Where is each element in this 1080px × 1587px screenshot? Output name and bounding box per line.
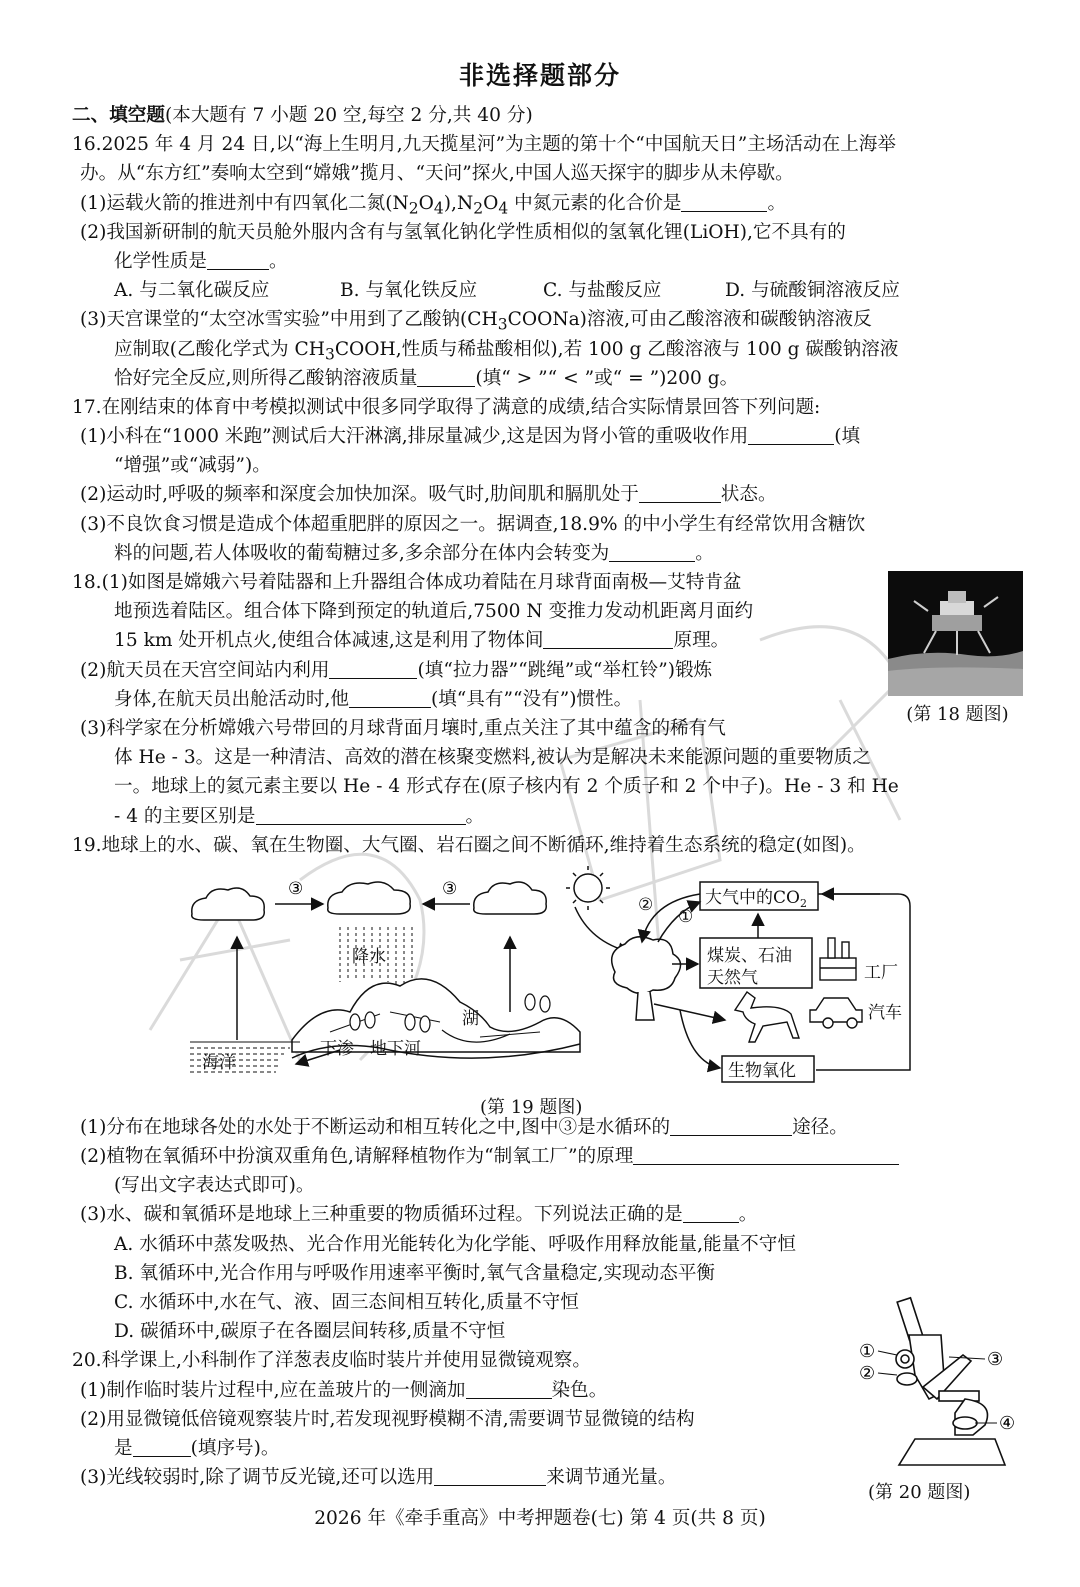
question-content [72, 101, 1032, 1492]
q18-part-3-cont2: 一。地球上的氦元素主要以 He - 4 形式存在(原子核内有 2 个质子和 2 个中子)。He - 3 和 He [114, 776, 899, 798]
q16-p2-text: 化学性质是 [114, 250, 207, 272]
subscript: 4 [433, 199, 444, 218]
marker-4: ④ [999, 1413, 1016, 1434]
q17-p1-text: (1)小科在“1000 米跑”测试后大汗淋漓,排尿量减少,这是因为肾小管的重吸收作用 [80, 426, 749, 448]
car-icon [810, 998, 862, 1028]
option-a[interactable]: A. 与二氧化碳反应 [114, 280, 270, 302]
option-d[interactable]: D. 与硫酸铜溶液反应 [725, 280, 900, 302]
q18-p3-end: 。 [465, 805, 485, 827]
q19-text: 地球上的水、碳、氧在生物圈、大气圈、岩石圈之间不断循环,维持着生态系统的稳定(如图)。 [101, 834, 866, 856]
label-river: 地下河 [370, 1039, 421, 1059]
q20-p1-text: (1)制作临时装片过程中,应在盖玻片的一侧滴加 [80, 1379, 466, 1401]
q18-p2-text-b: (填“拉力器”“跳绳”或“举杠铃”)锻炼 [417, 659, 713, 681]
page-title: 非选择题部分 [458, 61, 621, 90]
q18-part-3: (3)科学家在分析嫦娥六号带回的月球背面月壤时,重点关注了其中蕴含的稀有气 [80, 717, 726, 739]
q16-p1-text-c: ),N [443, 192, 474, 214]
q16-p3-text-e: 恰好完全反应,则所得乙酸钠溶液质量 [114, 367, 418, 389]
section-header [72, 101, 1032, 130]
answer-blank[interactable] [670, 1116, 792, 1136]
label-car: 汽车 [868, 1003, 902, 1023]
answer-blank[interactable] [256, 805, 466, 825]
label-co2: 大气中的CO [705, 888, 800, 908]
answer-blank[interactable] [329, 659, 417, 679]
q16-p1-text-d: O [483, 192, 499, 214]
q17-part-3-cont [72, 539, 1032, 568]
figure-19-caption: (第 19 题图) [480, 1097, 583, 1118]
answer-blank[interactable] [683, 1203, 739, 1223]
cloud-icon [474, 882, 547, 914]
q16-p1-text-a: (1)运载火箭的推进剂中有四氧化二氮(N [80, 192, 409, 214]
marker-3: ③ [442, 879, 458, 899]
subscript: 2 [473, 199, 484, 218]
q18-p1-end: 原理。 [673, 630, 730, 652]
q19-line-1 [72, 831, 1032, 860]
subscript: 2 [408, 199, 419, 218]
q16-p1-text-b: O [418, 192, 434, 214]
q19-p2-text: (2)植物在氧循环中扮演双重角色,请解释植物作为“制氧工厂”的原理 [80, 1146, 634, 1168]
q17-part-1 [72, 422, 1032, 451]
marker-3: ③ [288, 879, 304, 899]
q19-p3-end: 。 [738, 1204, 758, 1226]
label-fuel-1: 煤炭、石油 [707, 946, 792, 966]
q20-p1-end: 染色。 [551, 1379, 608, 1401]
q17-p3-text: 料的问题,若人体吸收的葡萄糖过多,多余部分在体内会转变为 [114, 542, 610, 564]
q19-part-2-cont: (写出文字表达式即可)。 [114, 1175, 315, 1197]
label-lake: 湖 [462, 1009, 479, 1029]
q16-options [72, 276, 1032, 305]
q19-part-3 [72, 1200, 1032, 1229]
q17-part-2 [72, 480, 1032, 509]
q19-p1-text: (1)分布在地球各处的水处于不断运动和相互转化之中,图中③是水循环的 [80, 1116, 671, 1138]
q17-part-1-cont: “增强”或“减弱”)。 [114, 455, 271, 477]
answer-blank[interactable] [543, 629, 673, 649]
q16-p3-text-d: COOH,性质与稀盐酸相似),若 100 g 乙酸溶液与 100 g 碳酸钠溶液 [334, 338, 899, 360]
q16-part-3-cont [72, 335, 1032, 364]
subscript: 3 [497, 316, 508, 335]
q17-text: 在刚结束的体育中考模拟测试中很多同学取得了满意的成绩,结合实际情景回答下列问题: [101, 396, 821, 418]
q19-number: 19. [72, 834, 102, 856]
q16-number: 16. [72, 134, 102, 156]
marker-3: ③ [987, 1349, 1004, 1370]
q20-number: 20. [72, 1350, 102, 1372]
option-a[interactable]: A. 水循环中蒸发吸热、光合作用光能转化为化学能、呼吸作用释放能量,能量不守恒 [114, 1233, 796, 1255]
marker-1: ① [678, 907, 694, 927]
q17-line-1 [72, 393, 1032, 422]
q18-p1-text: (1)如图是嫦娥六号着陆器和上升器组合体成功着陆在月球背面南极—艾特肯盆 [101, 572, 742, 593]
label-ocean: 海洋 [202, 1053, 236, 1073]
answer-blank[interactable] [639, 483, 721, 503]
q18-number: 18. [72, 572, 102, 593]
q16-part-3 [72, 305, 1032, 334]
q17-number: 17. [72, 396, 102, 418]
q16-part-1 [72, 189, 1032, 218]
factory-icon [820, 938, 856, 980]
answer-blank[interactable] [434, 1466, 546, 1486]
q20-text: 科学课上,小科制作了洋葱表皮临时装片并使用显微镜观察。 [101, 1350, 591, 1372]
answer-blank[interactable] [207, 250, 269, 270]
q19-p3-text: (3)水、碳和氧循环是地球上三种重要的物质循环过程。下列说法正确的是 [80, 1204, 683, 1226]
q20-p2-text: 是 [114, 1437, 133, 1459]
q16-text: 2025 年 4 月 24 日,以“海上生明月,九天揽星河”为主题的第十个“中国航天日”主场活动在上海举 [101, 134, 896, 156]
q16-p2-end: 。 [268, 250, 288, 272]
cloud-icon [192, 888, 265, 920]
q16-p3-text-c: 应制取(乙酸化学式为 CH [114, 338, 325, 360]
q18-p2-end: (填“具有”“没有”)惯性。 [430, 688, 633, 710]
q17-part-3: (3)不良饮食习惯是造成个体超重肥胖的原因之一。据调查,18.9% 的中小学生有经常饮用含糖饮 [80, 513, 866, 535]
section-name: 二、填空题 [72, 105, 165, 126]
q18-p2-text: (2)航天员在天宫空间站内利用 [80, 659, 330, 681]
q16-line-2: 办。从“东方红”奏响太空到“嫦娥”揽月、“天问”探火,中国人巡天探宇的脚步从未停歇。 [80, 163, 794, 185]
q17-p1-end: (填 [834, 426, 861, 448]
q18-part-1-cont: 地预选着陆区。组合体下降到预定的轨道后,7500 N 变推力发动机距离月面约 [114, 601, 754, 623]
option-b[interactable]: B. 氧循环中,光合作用与呼吸作用速率平衡时,氧气含量稳定,实现动态平衡 [114, 1262, 716, 1284]
answer-blank[interactable] [466, 1379, 552, 1399]
subscript: 2 [799, 897, 807, 910]
sun-icon [566, 866, 610, 910]
q16-p3-text-f: (填“ > ”“ < ”或“ = ”)200 g。 [475, 367, 739, 389]
label-rain: 降水 [352, 947, 386, 967]
q16-part-3-cont2 [72, 364, 1032, 393]
q18-part-3-cont3 [72, 802, 1032, 831]
answer-blank[interactable] [681, 192, 767, 212]
answer-blank[interactable] [349, 688, 431, 708]
svg-text:大气中的CO2 [705, 888, 807, 910]
label-seep: 下渗 [320, 1039, 354, 1059]
answer-blank[interactable] [748, 425, 834, 445]
q19-p1-end: 途径。 [792, 1116, 848, 1138]
q20-part-2: (2)用显微镜低倍镜观察装片时,若发现视野模糊不清,需要调节显微镜的结构 [80, 1408, 695, 1430]
answer-blank[interactable] [133, 1437, 191, 1457]
microscope-diagram [845, 1295, 1045, 1475]
marker-2: ② [638, 895, 654, 915]
marker-2: ② [859, 1363, 876, 1384]
label-bio-oxidation: 生物氧化 [728, 1061, 796, 1081]
q20-p3-text: (3)光线较弱时,除了调节反光镜,还可以选用 [80, 1467, 435, 1489]
label-fuel-2: 天然气 [707, 968, 758, 988]
q16-part-2: (2)我国新研制的航天员舱外服内含有与氢氧化钠化学性质相似的氢氧化锂(LiOH),它不具有的 [80, 221, 846, 243]
q18-p1-text-c: 15 km 处开机点火,使组合体减速,这是利用了物体间 [114, 630, 544, 652]
q17-p2-end: 状态。 [720, 484, 777, 506]
q20-p2-end: (填序号)。 [190, 1437, 280, 1459]
figure-18-caption: (第 18 题图) [906, 704, 1009, 725]
cloud-icon [328, 882, 410, 914]
answer-blank[interactable] [417, 367, 475, 387]
q16-part-2-cont [72, 247, 1032, 276]
q19-part-2 [72, 1142, 1032, 1171]
q16-p3-text-a: (3)天宫课堂的“太空冰雪实验”中用到了乙酸钠(CH [80, 309, 498, 331]
q18-p2-text-c: 身体,在航天员出舱活动时,他 [114, 688, 349, 710]
horse-icon [735, 992, 799, 1042]
page-footer: 2026 年《牵手重高》中考押题卷(七) 第 4 页(共 8 页) [314, 1508, 766, 1529]
q17-p2-text: (2)运动时,呼吸的频率和深度会加快加深。吸气时,肋间肌和膈肌处于 [80, 484, 639, 506]
q18-p3-text-d: - 4 的主要区别是 [114, 805, 256, 827]
q18-part-3-cont: 体 He - 3。这是一种清洁、高效的潜在核聚变燃料,被认为是解决未来能源问题的重要物质之 [114, 747, 871, 769]
option-c[interactable]: C. 水循环中,水在气、液、固三态间相互转化,质量不守恒 [114, 1292, 579, 1313]
figure-20-caption: (第 20 题图) [868, 1482, 971, 1503]
subscript: 4 [498, 199, 509, 218]
q16-line-1 [72, 130, 1032, 159]
subscript: 3 [324, 345, 335, 364]
q16-p1-text-e: 中氮元素的化合价是 [508, 192, 682, 214]
q16-p3-text-b: COONa)溶液,可由乙酸溶液和碳酸钠溶液反 [507, 309, 872, 331]
marker-1: ① [859, 1341, 876, 1362]
answer-blank[interactable] [633, 1145, 899, 1165]
section-note: (本大题有 7 小题 20 空,每空 2 分,共 40 分) [164, 105, 533, 126]
q17-p3-end: 。 [695, 542, 714, 564]
q16-p1-text-f: 。 [767, 192, 787, 214]
option-d[interactable]: D. 碳循环中,碳原子在各圈层间转移,质量不守恒 [114, 1321, 506, 1343]
cycle-diagram [180, 862, 920, 1094]
label-factory: 工厂 [864, 963, 898, 983]
option-c[interactable]: C. 与盐酸反应 [543, 280, 662, 302]
q20-p3-end: 来调节通光量。 [546, 1467, 677, 1489]
option-b[interactable]: B. 与氧化铁反应 [340, 280, 478, 302]
answer-blank[interactable] [609, 542, 695, 562]
lander-photo [888, 571, 1023, 696]
